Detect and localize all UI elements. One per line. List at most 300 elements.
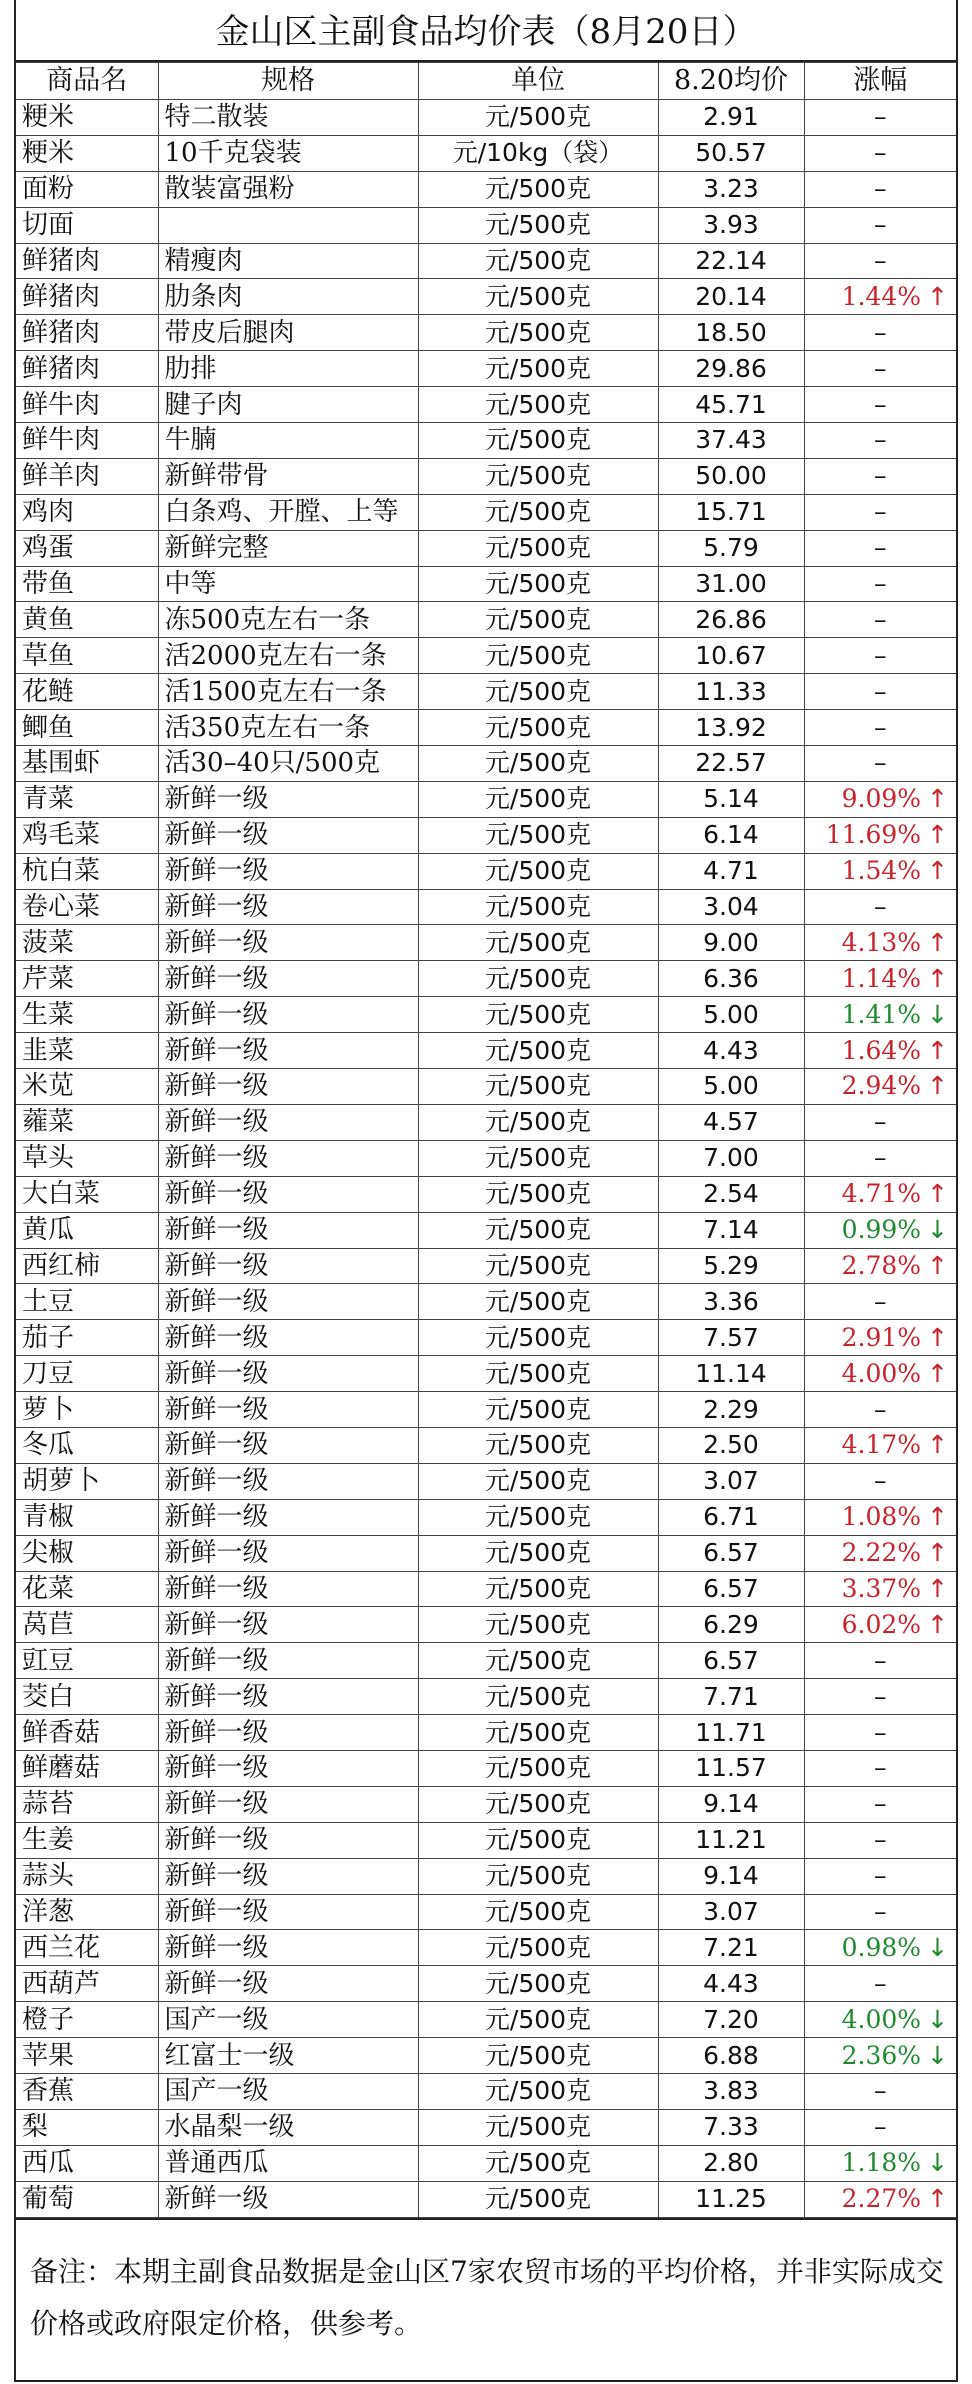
item-price: 29.86 [658, 351, 804, 387]
change-value: – [874, 1466, 887, 1496]
header-unit: 单位 [418, 63, 658, 100]
item-spec: 新鲜一级 [158, 1212, 418, 1248]
item-name: 土豆 [16, 1284, 158, 1320]
table-row [16, 710, 956, 746]
item-name: 花菜 [16, 1571, 158, 1607]
change-value: – [874, 1968, 887, 1998]
item-change [804, 781, 956, 817]
item-price: 2.50 [658, 1427, 804, 1463]
change-value: – [874, 389, 887, 419]
item-spec: 新鲜一级 [158, 1033, 418, 1069]
table-row [16, 1535, 956, 1571]
item-change [804, 423, 956, 459]
item-price: 5.00 [658, 997, 804, 1033]
item-change [804, 1392, 956, 1428]
item-change [804, 494, 956, 530]
change-value: – [874, 748, 887, 778]
arrow-up-icon: ↑ [927, 1322, 948, 1352]
item-name: 鲜猪肉 [16, 243, 158, 279]
item-name: 茭白 [16, 1679, 158, 1715]
item-change [804, 1463, 956, 1499]
change-value: 2.91% [841, 1322, 922, 1352]
change-value: – [874, 533, 887, 563]
table-row [16, 279, 956, 315]
item-name: 洋葱 [16, 1894, 158, 1930]
item-name: 鲜香菇 [16, 1715, 158, 1751]
item-change [804, 1320, 956, 1356]
table-row [16, 1140, 956, 1176]
item-name: 青椒 [16, 1499, 158, 1535]
item-name: 鸡蛋 [16, 530, 158, 566]
item-spec: 新鲜一级 [158, 961, 418, 997]
item-unit: 元/500克 [418, 1248, 658, 1284]
item-price: 2.91 [658, 100, 804, 136]
item-price: 11.25 [658, 2181, 804, 2217]
item-change [804, 853, 956, 889]
item-price: 11.71 [658, 1715, 804, 1751]
item-price: 7.21 [658, 1930, 804, 1966]
item-unit: 元/500克 [418, 1033, 658, 1069]
item-spec: 肋排 [158, 351, 418, 387]
table-row [16, 135, 956, 171]
item-price: 7.57 [658, 1320, 804, 1356]
item-price: 22.14 [658, 243, 804, 279]
item-price: 6.14 [658, 817, 804, 853]
item-spec: 新鲜一级 [158, 1392, 418, 1428]
item-price: 3.07 [658, 1463, 804, 1499]
item-name: 刀豆 [16, 1356, 158, 1392]
item-name: 蒜头 [16, 1858, 158, 1894]
table-row [16, 2002, 956, 2038]
item-unit: 元/500克 [418, 925, 658, 961]
item-change [804, 1427, 956, 1463]
change-value: – [874, 174, 887, 204]
item-unit: 元/500克 [418, 423, 658, 459]
item-price: 37.43 [658, 423, 804, 459]
item-unit: 元/500克 [418, 1104, 658, 1140]
change-value: 4.00% [841, 2004, 922, 2034]
item-name: 胡萝卜 [16, 1463, 158, 1499]
table-row [16, 1499, 956, 1535]
item-unit: 元/500克 [418, 351, 658, 387]
item-change [804, 100, 956, 136]
table-row [16, 315, 956, 351]
item-price: 4.57 [658, 1104, 804, 1140]
change-value: – [874, 353, 887, 383]
header-price: 8.20均价 [658, 63, 804, 100]
item-price: 5.14 [658, 781, 804, 817]
item-unit: 元/500克 [418, 746, 658, 782]
item-unit: 元/500克 [418, 1786, 658, 1822]
item-name: 草头 [16, 1140, 158, 1176]
change-value: 2.27% [841, 2184, 922, 2214]
item-name: 西兰花 [16, 1930, 158, 1966]
item-change [804, 1033, 956, 1069]
item-spec: 新鲜一级 [158, 781, 418, 817]
arrow-down-icon: ↓ [927, 2148, 948, 2178]
item-price: 9.14 [658, 1858, 804, 1894]
item-unit: 元/500克 [418, 1894, 658, 1930]
item-spec: 10千克袋装 [158, 135, 418, 171]
item-spec: 新鲜一级 [158, 1535, 418, 1571]
change-value: – [874, 569, 887, 599]
item-price: 2.54 [658, 1176, 804, 1212]
arrow-up-icon: ↑ [927, 1573, 948, 1603]
item-spec: 新鲜一级 [158, 1607, 418, 1643]
change-value: 1.08% [841, 1502, 922, 1532]
table-row [16, 853, 956, 889]
change-value: – [874, 102, 887, 132]
item-name: 蒜苔 [16, 1786, 158, 1822]
item-unit: 元/500克 [418, 602, 658, 638]
item-unit: 元/500克 [418, 1284, 658, 1320]
item-name: 葡萄 [16, 2181, 158, 2217]
item-change [804, 2073, 956, 2109]
item-change [804, 530, 956, 566]
item-unit: 元/500克 [418, 2145, 658, 2181]
item-spec: 国产一级 [158, 2073, 418, 2109]
item-name: 梨 [16, 2109, 158, 2145]
item-price: 4.71 [658, 853, 804, 889]
table-row [16, 2145, 956, 2181]
item-price: 5.00 [658, 1069, 804, 1105]
item-price: 7.00 [658, 1140, 804, 1176]
item-spec: 新鲜一级 [158, 1786, 418, 1822]
item-spec: 新鲜一级 [158, 1715, 418, 1751]
item-spec: 活350克左右一条 [158, 710, 418, 746]
item-spec: 新鲜一级 [158, 817, 418, 853]
arrow-up-icon: ↑ [927, 1538, 948, 1568]
item-name: 鲜猪肉 [16, 315, 158, 351]
item-spec: 新鲜一级 [158, 1140, 418, 1176]
item-change [804, 1499, 956, 1535]
arrow-up-icon: ↑ [927, 1358, 948, 1388]
item-unit: 元/500克 [418, 2073, 658, 2109]
table-row [16, 458, 956, 494]
change-value: 2.36% [841, 2040, 922, 2070]
item-change [804, 207, 956, 243]
item-spec: 新鲜一级 [158, 1894, 418, 1930]
item-unit: 元/500克 [418, 1356, 658, 1392]
item-unit: 元/500克 [418, 1679, 658, 1715]
arrow-down-icon: ↓ [927, 999, 948, 1029]
item-price: 2.29 [658, 1392, 804, 1428]
item-change [804, 1069, 956, 1105]
change-value: – [874, 1789, 887, 1819]
change-value: 4.13% [841, 927, 922, 957]
item-change [804, 315, 956, 351]
item-change [804, 1571, 956, 1607]
item-price: 6.71 [658, 1499, 804, 1535]
change-value: 4.71% [841, 1179, 922, 1209]
item-change [804, 2181, 956, 2217]
table-row [16, 1320, 956, 1356]
item-price: 11.14 [658, 1356, 804, 1392]
item-unit: 元/500克 [418, 710, 658, 746]
item-unit: 元/500克 [418, 674, 658, 710]
item-unit: 元/500克 [418, 1427, 658, 1463]
item-price: 45.71 [658, 387, 804, 423]
item-price: 6.88 [658, 2038, 804, 2074]
item-name: 冬瓜 [16, 1427, 158, 1463]
change-value: – [874, 1861, 887, 1891]
item-change [804, 1858, 956, 1894]
item-spec: 散装富强粉 [158, 171, 418, 207]
arrow-down-icon: ↓ [927, 1932, 948, 1962]
item-change [804, 351, 956, 387]
table-row [16, 1248, 956, 1284]
change-value: 6.02% [841, 1609, 922, 1639]
table-row [16, 494, 956, 530]
change-value: – [874, 210, 887, 240]
table-row [16, 1463, 956, 1499]
item-price: 4.43 [658, 1966, 804, 2002]
table-row [16, 1392, 956, 1428]
item-unit: 元/500克 [418, 889, 658, 925]
item-change [804, 961, 956, 997]
item-name: 香蕉 [16, 2073, 158, 2109]
item-name: 鲜羊肉 [16, 458, 158, 494]
item-spec: 肋条肉 [158, 279, 418, 315]
item-change [804, 1643, 956, 1679]
item-unit: 元/500克 [418, 853, 658, 889]
item-change [804, 889, 956, 925]
item-unit: 元/500克 [418, 315, 658, 351]
change-value: – [874, 1717, 887, 1747]
table-row [16, 243, 956, 279]
item-change [804, 458, 956, 494]
price-sheet [14, 0, 958, 2382]
item-unit: 元/500克 [418, 1607, 658, 1643]
item-change [804, 1786, 956, 1822]
item-name: 粳米 [16, 100, 158, 136]
item-unit: 元/500克 [418, 1571, 658, 1607]
item-spec: 新鲜一级 [158, 1248, 418, 1284]
table-row [16, 1786, 956, 1822]
item-spec: 带皮后腿肉 [158, 315, 418, 351]
item-name: 西葫芦 [16, 1966, 158, 2002]
item-spec: 红富士一级 [158, 2038, 418, 2074]
item-spec: 新鲜一级 [158, 1643, 418, 1679]
table-row [16, 1715, 956, 1751]
item-name: 苹果 [16, 2038, 158, 2074]
table-row [16, 2181, 956, 2217]
item-change [804, 2109, 956, 2145]
item-unit: 元/500克 [418, 1930, 658, 1966]
table-row [16, 1858, 956, 1894]
arrow-up-icon: ↑ [927, 1250, 948, 1280]
item-price: 7.20 [658, 2002, 804, 2038]
item-name: 茄子 [16, 1320, 158, 1356]
item-spec: 新鲜一级 [158, 1069, 418, 1105]
item-name: 西瓜 [16, 2145, 158, 2181]
item-change [804, 674, 956, 710]
item-change [804, 925, 956, 961]
item-name: 蕹菜 [16, 1104, 158, 1140]
change-value: – [874, 425, 887, 455]
item-price: 22.57 [658, 746, 804, 782]
table-row [16, 1643, 956, 1679]
item-price: 9.00 [658, 925, 804, 961]
arrow-down-icon: ↓ [927, 2004, 948, 2034]
table-row [16, 602, 956, 638]
item-change [804, 279, 956, 315]
item-unit: 元/500克 [418, 387, 658, 423]
item-change [804, 638, 956, 674]
item-spec: 新鲜一级 [158, 1463, 418, 1499]
item-name: 橙子 [16, 2002, 158, 2038]
arrow-up-icon: ↑ [927, 1035, 948, 1065]
change-value: 0.99% [841, 1215, 922, 1245]
item-spec: 新鲜一级 [158, 1104, 418, 1140]
item-name: 青菜 [16, 781, 158, 817]
item-price: 9.14 [658, 1786, 804, 1822]
header-change: 涨幅 [804, 63, 956, 100]
item-name: 菠菜 [16, 925, 158, 961]
item-price: 5.79 [658, 530, 804, 566]
item-spec: 新鲜一级 [158, 1356, 418, 1392]
item-price: 10.67 [658, 638, 804, 674]
item-unit: 元/500克 [418, 566, 658, 602]
arrow-down-icon: ↓ [927, 2040, 948, 2070]
change-value: – [874, 1107, 887, 1137]
item-name: 卷心菜 [16, 889, 158, 925]
change-value: – [874, 892, 887, 922]
table-row [16, 1571, 956, 1607]
item-unit: 元/500克 [418, 1858, 658, 1894]
change-value: – [874, 2076, 887, 2106]
item-name: 鲜牛肉 [16, 423, 158, 459]
item-name: 米苋 [16, 1069, 158, 1105]
change-value: 1.44% [841, 281, 922, 311]
table-row [16, 1356, 956, 1392]
change-value: – [874, 1286, 887, 1316]
table-row [16, 100, 956, 136]
item-name: 芹菜 [16, 961, 158, 997]
change-value: – [874, 1394, 887, 1424]
item-price: 11.57 [658, 1750, 804, 1786]
item-change [804, 746, 956, 782]
item-change [804, 2038, 956, 2074]
table-row [16, 171, 956, 207]
item-name: 面粉 [16, 171, 158, 207]
item-unit: 元/500克 [418, 2038, 658, 2074]
item-spec: 新鲜一级 [158, 1320, 418, 1356]
item-name: 鲜牛肉 [16, 387, 158, 423]
item-change [804, 1104, 956, 1140]
item-spec: 国产一级 [158, 2002, 418, 2038]
item-unit: 元/500克 [418, 1535, 658, 1571]
arrow-up-icon: ↑ [927, 1609, 948, 1639]
item-change [804, 1750, 956, 1786]
change-value: 1.64% [841, 1035, 922, 1065]
item-price: 13.92 [658, 710, 804, 746]
change-value: – [874, 1143, 887, 1173]
change-value: 0.98% [841, 1932, 922, 1962]
header-name: 商品名 [16, 63, 158, 100]
table-row [16, 925, 956, 961]
item-spec: 活2000克左右一条 [158, 638, 418, 674]
item-spec: 新鲜一级 [158, 1427, 418, 1463]
table-row [16, 817, 956, 853]
item-price: 11.21 [658, 1822, 804, 1858]
table-row [16, 638, 956, 674]
item-spec: 新鲜一级 [158, 1822, 418, 1858]
table-row [16, 997, 956, 1033]
item-spec: 新鲜带骨 [158, 458, 418, 494]
arrow-up-icon: ↑ [927, 856, 948, 886]
arrow-up-icon: ↑ [927, 1502, 948, 1532]
item-unit: 元/500克 [418, 100, 658, 136]
item-spec: 新鲜完整 [158, 530, 418, 566]
item-spec: 新鲜一级 [158, 889, 418, 925]
item-spec: 新鲜一级 [158, 1750, 418, 1786]
item-spec: 新鲜一级 [158, 1499, 418, 1535]
item-spec: 特二散装 [158, 100, 418, 136]
item-price: 3.07 [658, 1894, 804, 1930]
item-name: 豇豆 [16, 1643, 158, 1679]
table-row [16, 1822, 956, 1858]
item-unit: 元/500克 [418, 494, 658, 530]
item-price: 7.33 [658, 2109, 804, 2145]
item-change [804, 1176, 956, 1212]
item-change [804, 602, 956, 638]
item-unit: 元/500克 [418, 638, 658, 674]
item-change [804, 1212, 956, 1248]
item-change [804, 1715, 956, 1751]
table-row [16, 1607, 956, 1643]
table-row [16, 1427, 956, 1463]
item-change [804, 1966, 956, 2002]
arrow-up-icon: ↑ [927, 1179, 948, 1209]
change-value: 2.94% [841, 1071, 922, 1101]
change-value: – [874, 497, 887, 527]
arrow-up-icon: ↑ [927, 1071, 948, 1101]
item-change [804, 1607, 956, 1643]
change-value: 4.00% [841, 1358, 922, 1388]
table-row [16, 1212, 956, 1248]
table-row [16, 1176, 956, 1212]
item-change [804, 1894, 956, 1930]
item-unit: 元/500克 [418, 1176, 658, 1212]
item-change [804, 1679, 956, 1715]
item-spec: 新鲜一级 [158, 853, 418, 889]
change-value: 1.14% [841, 963, 922, 993]
item-price: 6.57 [658, 1643, 804, 1679]
table-row [16, 1750, 956, 1786]
item-spec: 普通西瓜 [158, 2145, 418, 2181]
item-unit: 元/500克 [418, 1822, 658, 1858]
item-price: 3.93 [658, 207, 804, 243]
item-change [804, 1822, 956, 1858]
item-name: 基围虾 [16, 746, 158, 782]
item-price: 11.33 [658, 674, 804, 710]
table-row [16, 2073, 956, 2109]
item-unit: 元/10kg（袋） [418, 135, 658, 171]
item-name: 杭白菜 [16, 853, 158, 889]
item-unit: 元/500克 [418, 1392, 658, 1428]
item-spec: 新鲜一级 [158, 925, 418, 961]
arrow-up-icon: ↑ [927, 820, 948, 850]
item-name: 粳米 [16, 135, 158, 171]
item-name: 草鱼 [16, 638, 158, 674]
item-price: 20.14 [658, 279, 804, 315]
item-unit: 元/500克 [418, 1643, 658, 1679]
item-unit: 元/500克 [418, 1069, 658, 1105]
item-unit: 元/500克 [418, 1499, 658, 1535]
table-row [16, 1966, 956, 2002]
item-spec: 活1500克左右一条 [158, 674, 418, 710]
